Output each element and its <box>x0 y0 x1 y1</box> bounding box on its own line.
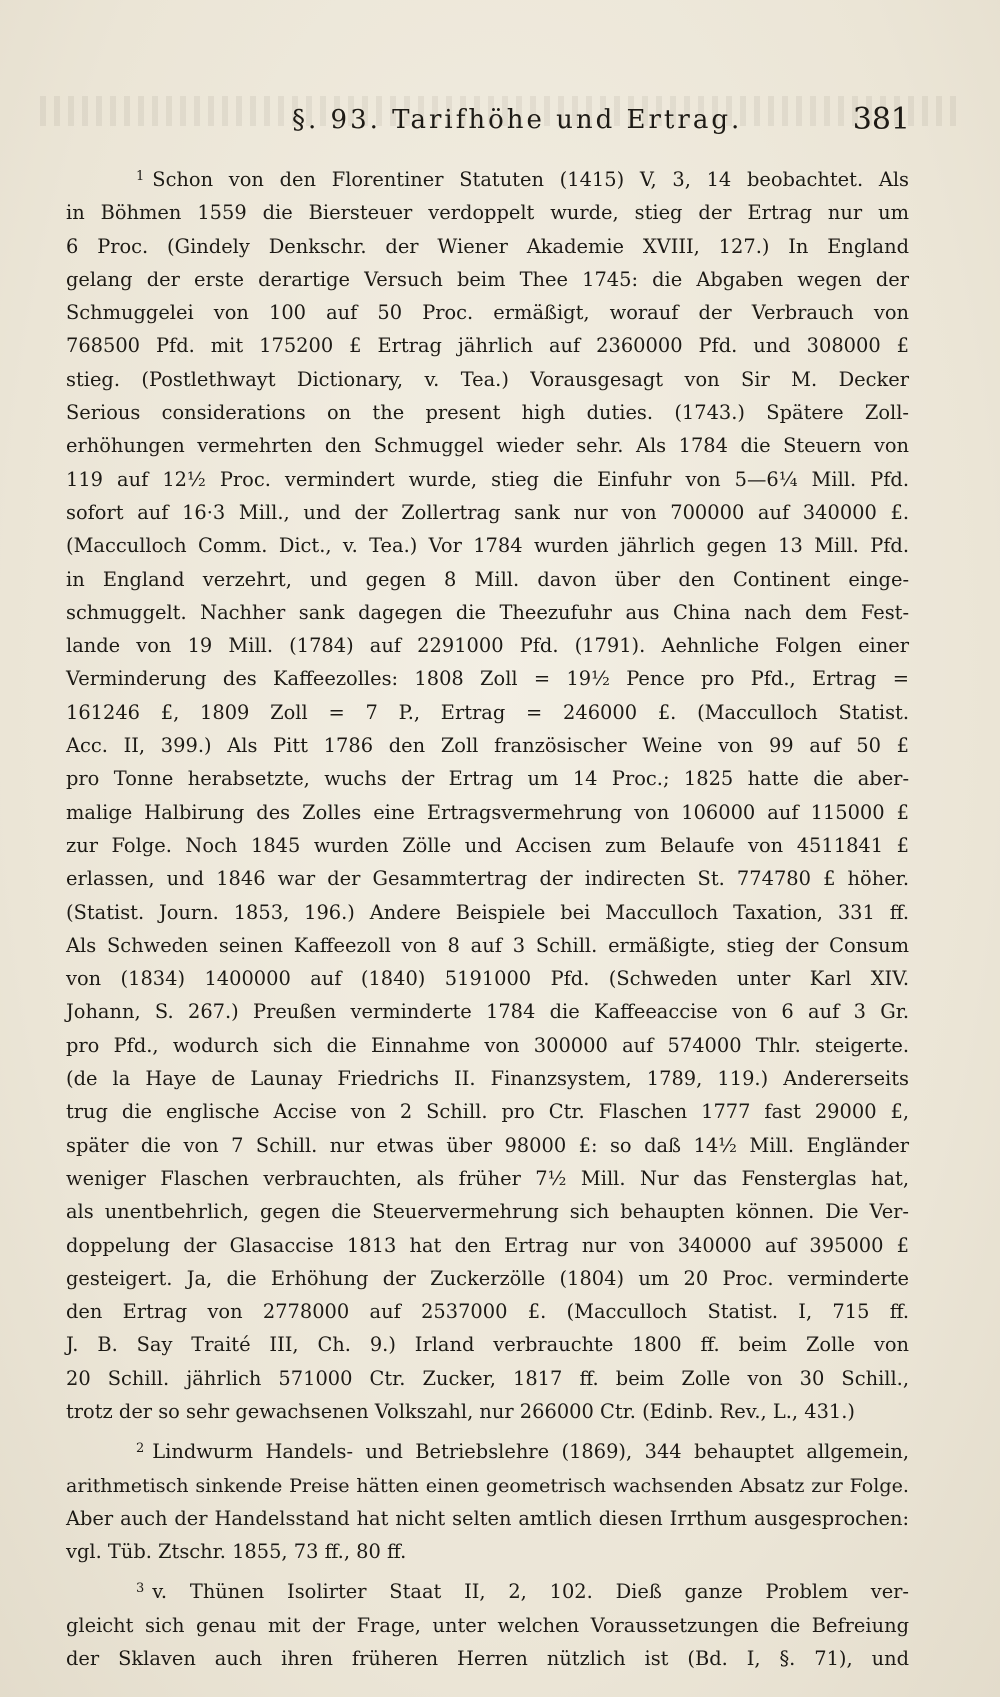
footnotes <box>66 160 909 1675</box>
footnote-line: gesteigert. Ja, die Erhöhung der Zuckerzölle (1804) um 20 Proc. verminderte <box>66 1266 909 1290</box>
footnote-line: Verminderung des Kaffeezolles: 1808 Zoll = 19½ Pence pro Pfd., Ertrag = <box>66 667 909 691</box>
footnote-line: doppelung der Glasaccise 1813 hat den Ertrag nur von 340000 auf 395000 £ <box>66 1233 909 1257</box>
footnote-line: 119 auf 12½ Proc. vermindert wurde, stieg die Einfuhr von 5—6¼ Mill. Pfd. <box>66 467 909 491</box>
footnote-line: malige Halbirung des Zolles eine Ertragsvermehrung von 106000 auf 115000 £ <box>66 800 909 824</box>
footnote-line: Acc. II, 399.) Als Pitt 1786 den Zoll französischer Weine von 99 auf 50 £ <box>66 734 909 758</box>
footnote-line: von (1834) 1400000 auf (1840) 5191000 Pfd. (Schweden unter Karl XIV. <box>66 967 909 991</box>
footnote-line: erhöhungen vermehrten den Schmuggel wieder sehr. Als 1784 die Steuern von <box>66 434 909 458</box>
footnote-line: Johann, S. 267.) Preußen verminderte 1784 die Kaffeeaccise von 6 auf 3 Gr. <box>66 1000 909 1024</box>
footnote-line: stieg. (Postlethwayt Dictionary, v. Tea.) Vorausgesagt von Sir M. Decker <box>66 367 909 391</box>
footnote-line: der Sklaven auch ihren früheren Herren nützlich ist (Bd. I, §. 71), und <box>66 1647 909 1671</box>
footnote-line: lande von 19 Mill. (1784) auf 2291000 Pfd. (1791). Aehnliche Folgen einer <box>66 634 909 658</box>
footnote-2 <box>66 1432 909 1568</box>
page-number: 381 <box>852 102 910 137</box>
footnote-marker: 3 <box>136 1581 145 1597</box>
footnote-line: später die von 7 Schill. nur etwas über 98000 £: so daß 14½ Mill. Engländer <box>66 1133 909 1157</box>
footnote-line: gelang der erste derartige Versuch beim Thee 1745: die Abgaben wegen der <box>66 267 909 291</box>
footnote-line: (Statist. Journ. 1853, 196.) Andere Beispiele bei Macculloch Taxation, 331 ff. <box>66 900 909 924</box>
footnote-line: in Böhmen 1559 die Biersteuer verdoppelt wurde, stieg der Ertrag nur um <box>66 201 909 225</box>
footnote-line: weniger Flaschen verbrauchten, als früher 7½ Mill. Nur das Fensterglas hat, <box>66 1166 909 1190</box>
running-title: §. 93. Tarifhöhe und Ertrag. <box>292 105 743 135</box>
footnote-line: erlassen, und 1846 war der Gesammtertrag der indirecten St. 774780 £ höher. <box>66 867 909 891</box>
footnote-line: zur Folge. Noch 1845 wurden Zölle und Accisen zum Belaufe von 4511841 £ <box>66 833 909 857</box>
footnote-line: Aber auch der Handelsstand hat nicht selten amtlich diesen Irrthum ausgesprochen: <box>66 1506 909 1530</box>
footnote-line: schmuggelt. Nachher sank dagegen die Theezufuhr aus China nach dem Fest- <box>66 600 909 624</box>
footnote-line: (de la Haye de Launay Friedrichs II. Finanzsystem, 1789, 119.) Andererseits <box>66 1067 909 1091</box>
footnote-line: 20 Schill. jährlich 571000 Ctr. Zucker, 1817 ff. beim Zolle von 30 Schill., <box>66 1366 909 1390</box>
footnote-marker: 2 <box>136 1441 145 1457</box>
footnote-line: 161246 £, 1809 Zoll = 7 P., Ertrag = 246000 £. (Macculloch Statist. <box>66 700 909 724</box>
footnote-line: 6 Proc. (Gindely Denkschr. der Wiener Akademie XVIII, 127.) In England <box>66 234 909 258</box>
footnote-line: trug die englische Accise von 2 Schill. pro Ctr. Flaschen 1777 fast 29000 £, <box>66 1100 909 1124</box>
footnote-line: pro Tonne herabsetzte, wuchs der Ertrag um 14 Proc.; 1825 hatte die aber- <box>66 767 909 791</box>
footnote-line: Als Schweden seinen Kaffeezoll von 8 auf 3 Schill. ermäßigte, stieg der Consum <box>66 933 909 957</box>
footnote-line: Serious considerations on the present high duties. (1743.) Spätere Zoll- <box>66 401 909 425</box>
footnote-line: sofort auf 16·3 Mill., und der Zollertrag sank nur von 700000 auf 340000 £. <box>66 500 909 524</box>
footnote-line: als unentbehrlich, gegen die Steuervermehrung sich behaupten können. Die Ver- <box>66 1200 909 1224</box>
footnote-line: $^1$ Schon von den Florentiner Statuten (1415) V, 3, 14 beobachtet. Als <box>136 168 909 191</box>
footnote-marker: 1 <box>136 169 145 184</box>
footnote-line: J. B. Say Traité III, Ch. 9.) Irland verbrauchte 1800 ff. beim Zolle von <box>66 1333 909 1357</box>
footnote-line: 768500 Pfd. mit 175200 £ Ertrag jährlich auf 2360000 Pfd. und 308000 £ <box>66 334 909 358</box>
footnote-line: trotz der so sehr gewachsenen Volkszahl, nur 266000 Ctr. (Edinb. Rev., L., 431.) <box>66 1399 855 1423</box>
footnote-3 <box>66 1572 909 1675</box>
footnote-line: in England verzehrt, und gegen 8 Mill. davon über den Continent einge- <box>66 567 909 591</box>
footnote-line: (Macculloch Comm. Dict., v. Tea.) Vor 1784 wurden jährlich gegen 13 Mill. Pfd. <box>66 534 909 558</box>
footnote-1 <box>66 160 909 1428</box>
page-header <box>70 100 910 140</box>
footnote-line: arithmetisch sinkende Preise hätten einen geometrisch wachsenden Absatz zur Folge. <box>66 1473 909 1497</box>
footnote-line: gleicht sich genau mit der Frage, unter welchen Voraussetzungen die Befreiung <box>66 1613 909 1637</box>
footnote-line: den Ertrag von 2778000 auf 2537000 £. (Macculloch Statist. I, 715 ff. <box>66 1300 909 1324</box>
footnote-line: $^3$ v. Thünen Isolirter Staat II, 2, 102. Dieß ganze Problem ver- <box>136 1580 909 1604</box>
footnote-line: vgl. Tüb. Ztschr. 1855, 73 ff., 80 ff. <box>66 1540 407 1564</box>
footnote-line: $^2$ Lindwurm Handels- und Betriebslehre (1869), 344 behauptet allgemein, <box>136 1440 909 1464</box>
footnote-line: pro Pfd., wodurch sich die Einnahme von 300000 auf 574000 Thlr. steigerte. <box>66 1033 909 1057</box>
footnote-line: Schmuggelei von 100 auf 50 Proc. ermäßigt, worauf der Verbrauch von <box>66 301 909 325</box>
